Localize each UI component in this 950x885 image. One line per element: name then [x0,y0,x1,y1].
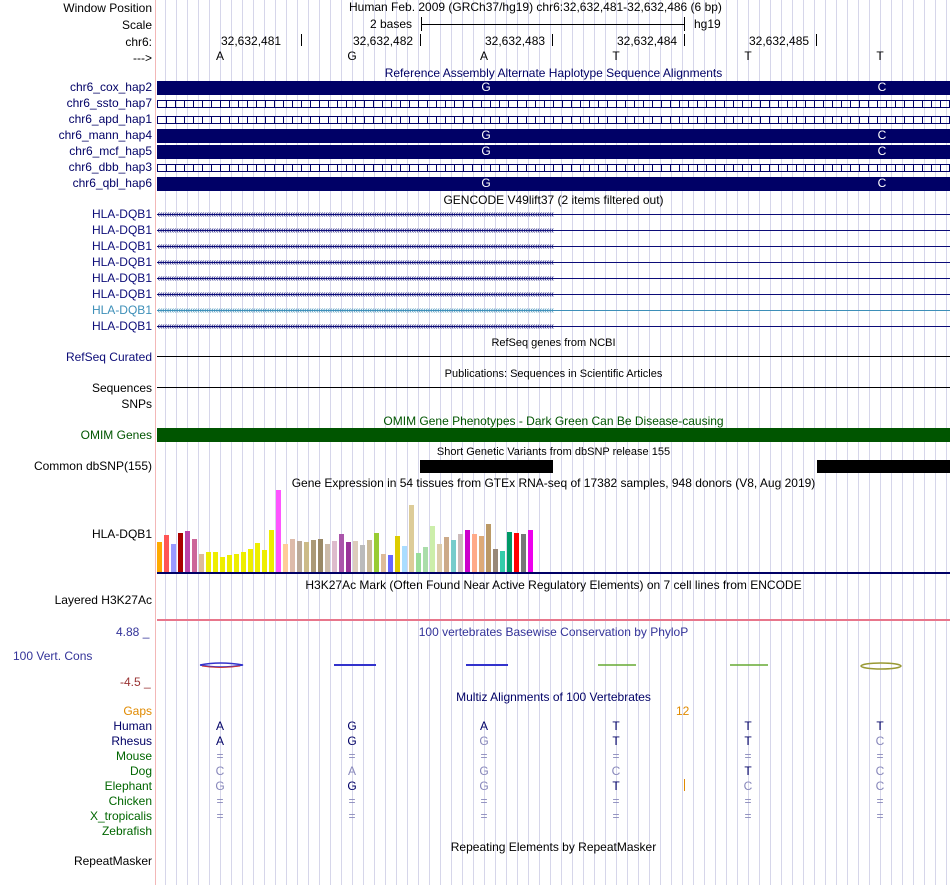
gtex-bar[interactable] [227,555,232,572]
alt-hap-label[interactable]: chr6_cox_hap2 [69,80,152,94]
phylop-marks [200,663,901,669]
alignment-base: C [875,734,885,748]
gencode-strand-arrows: ‹‹‹‹‹‹‹‹‹‹‹‹‹‹‹‹‹‹‹‹‹‹‹‹‹‹‹‹‹‹‹‹‹‹‹‹‹‹‹‹‹‹‹‹‹‹‹‹‹‹‹‹‹‹‹‹‹‹‹‹‹‹‹‹‹‹‹‹‹‹‹‹‹‹‹‹‹‹‹‹‹‹‹‹‹‹‹‹‹‹‹‹‹‹‹‹‹‹‹‹‹‹‹‹‹‹‹‹‹‹‹‹‹‹‹‹‹‹‹‹‹‹‹‹‹‹‹‹‹‹‹‹‹‹‹‹‹‹‹‹‹‹‹‹‹‹‹‹‹‹‹‹‹‹‹‹‹‹‹‹‹‹‹‹‹‹‹‹‹‹ [157,323,554,330]
scale-bar-right-tick [684,17,685,31]
gtex-bar[interactable] [472,534,477,572]
phylop-label[interactable]: 100 Vert. Cons [13,649,93,663]
dbsnp-label[interactable]: Common dbSNP(155) [33,459,152,473]
gencode-gene-label[interactable]: HLA-DQB1 [91,287,152,301]
ruler-base: A [215,49,224,63]
ruler-tick [816,34,817,46]
alignment-base: T [612,734,620,748]
gtex-bar[interactable] [486,524,491,572]
alignment-base: A [215,734,224,748]
alignment-base: A [479,719,488,733]
gencode-strand-arrows: ‹‹‹‹‹‹‹‹‹‹‹‹‹‹‹‹‹‹‹‹‹‹‹‹‹‹‹‹‹‹‹‹‹‹‹‹‹‹‹‹‹‹‹‹‹‹‹‹‹‹‹‹‹‹‹‹‹‹‹‹‹‹‹‹‹‹‹‹‹‹‹‹‹‹‹‹‹‹‹‹‹‹‹‹‹‹‹‹‹‹‹‹‹‹‹‹‹‹‹‹‹‹‹‹‹‹‹‹‹‹‹‹‹‹‹‹‹‹‹‹‹‹‹‹‹‹‹‹‹‹‹‹‹‹‹‹‹‹‹‹‹‹‹‹‹‹‹‹‹‹‹‹‹‹‹‹‹‹‹‹‹‹‹‹‹‹‹‹‹‹ [157,243,554,250]
scale-bar-left-tick [421,17,422,31]
strand-label[interactable]: ---> [133,51,152,65]
alignment-base: = [348,809,356,823]
alignment-base: = [480,794,488,808]
gtex-bar[interactable] [290,539,295,572]
alignment-base: G [347,719,357,733]
ruler-coordinate: 32,632,482 [353,34,414,48]
alt-hap-label[interactable]: chr6_ssto_hap7 [66,96,152,110]
gtex-bar[interactable] [528,530,533,572]
alignment-base: A [347,764,356,778]
alignment-base: T [876,719,884,733]
gtex-bar[interactable] [381,554,386,572]
phylop-min: -4.5 _ [120,675,151,689]
alignment-base: = [480,809,488,823]
alignment-base: C [875,764,885,778]
alignment-base: T [744,734,752,748]
species-label[interactable]: Chicken [108,794,152,808]
gtex-bar[interactable] [423,547,428,572]
window-position-label[interactable]: Window Position [63,1,152,15]
omim-title[interactable]: OMIM Gene Phenotypes - Dark Green Can Be Disease-causing [383,414,724,428]
ruler-tick [684,34,685,46]
gtex-bar[interactable] [283,544,288,572]
elephant-gap-mark [684,779,685,791]
alignment-base: = [744,794,752,808]
gencode-gene-label[interactable]: HLA-DQB1 [91,207,152,221]
gtex-bar[interactable] [500,551,505,572]
alt-hap-block[interactable] [157,129,950,143]
alignment-base: = [480,749,488,763]
gtex-bar[interactable] [248,549,253,572]
alt-hap-diff: C [877,80,887,94]
alignment-base: T [744,719,752,733]
gtex-bar[interactable] [241,552,246,572]
gtex-bar[interactable] [262,550,267,572]
position-text[interactable]: Human Feb. 2009 (GRCh37/hg19) chr6:32,632,481-32,632,486 (6 bp) [349,0,722,14]
alt-hap-diff: G [481,80,491,94]
repeatmasker-title[interactable]: Repeating Elements by RepeatMasker [450,840,657,854]
alignment-base: G [215,779,225,793]
dbsnp-title[interactable]: Short Genetic Variants from dbSNP release 155 [436,446,671,458]
alignment-base: G [479,734,489,748]
alt-hap-block[interactable] [157,145,950,159]
ruler-base: A [479,49,488,63]
phylop-title[interactable]: 100 vertebrates Basewise Conservation by PhyloP [418,625,689,639]
h3k27ac-signal [157,619,950,621]
gtex-bar[interactable] [157,542,162,572]
scale-text: 2 bases [370,17,413,31]
gtex-bar[interactable] [493,549,498,572]
alignment-base: = [876,809,884,823]
gtex-bar[interactable] [444,537,449,572]
alignment-base: C [611,764,621,778]
ruler-base: G [347,49,357,63]
gencode-gene-label[interactable]: HLA-DQB1 [91,239,152,253]
alignment-base: = [876,749,884,763]
alignment-base: = [876,794,884,808]
sequences-label[interactable]: Sequences [91,381,152,395]
alt-hap-label[interactable]: chr6_mann_hap4 [58,128,152,142]
gtex-bar[interactable] [514,533,519,572]
gap-count: 12 [676,704,690,718]
gtex-bar[interactable] [360,545,365,572]
alignment-base: G [479,764,489,778]
species-label[interactable]: X_tropicalis [89,809,152,823]
gtex-bar[interactable] [465,530,470,572]
gtex-bar[interactable] [297,541,302,572]
alt-hap-gap-line[interactable] [157,164,950,172]
alt-hap-block[interactable] [157,81,950,95]
gtex-bar[interactable] [388,555,393,572]
repeatmasker-label[interactable]: RepeatMasker [73,854,152,868]
chrom-label[interactable]: chr6: [125,35,152,49]
gtex-bar[interactable] [367,540,372,572]
multiz-title[interactable]: Multiz Alignments of 100 Vertebrates [456,690,651,704]
alt-hap-gap-line[interactable] [157,100,950,108]
refseq-label[interactable]: RefSeq Curated [65,350,152,364]
alt-hap-label[interactable]: chr6_apd_hap1 [68,112,152,126]
alt-hap-diff: G [481,144,491,158]
gtex-bar[interactable] [178,533,183,572]
gtex-bar[interactable] [339,534,344,572]
gtex-label[interactable]: HLA-DQB1 [91,527,152,541]
gtex-bar[interactable] [451,540,456,572]
species-label[interactable]: Zebrafish [101,824,152,838]
h3k27ac-title[interactable]: H3K27Ac Mark (Often Found Near Active Regulatory Elements) on 7 cell lines from ENCODE [305,578,802,592]
gtex-bar[interactable] [374,533,379,572]
species-label[interactable]: Human [113,719,152,733]
ruler-tick [301,34,302,46]
gtex-bar[interactable] [458,534,463,572]
species-label[interactable]: Dog [129,764,152,778]
left-border [155,0,156,885]
gencode-title[interactable]: GENCODE V49lift37 (2 items filtered out) [443,193,664,207]
gtex-bar[interactable] [395,536,400,572]
gtex-bar[interactable] [325,544,330,572]
phylop-max: 4.88 _ [116,625,150,639]
gtex-bar[interactable] [332,541,337,572]
refseq-line [157,356,950,357]
omim-label[interactable]: OMIM Genes [80,428,152,442]
alt-hap-diff: C [877,128,887,142]
alignment-base: = [216,794,224,808]
alignment-base: = [612,809,620,823]
publications-title[interactable]: Publications: Sequences in Scientific Articles [444,368,663,380]
alt-hap-diff: C [877,144,887,158]
gencode-gene-label[interactable]: HLA-DQB1 [91,255,152,269]
alignment-base: C [743,779,753,793]
alignment-base: A [215,719,224,733]
gtex-bar[interactable] [220,557,225,572]
gencode-gene-label[interactable]: HLA-DQB1 [91,303,152,317]
gtex-bar[interactable] [402,546,407,572]
alt-hap-diff: G [481,176,491,190]
gtex-bar[interactable] [353,541,358,572]
gtex-bar[interactable] [199,554,204,572]
alt-hap-title[interactable]: Reference Assembly Alternate Haplotype Sequence Alignments [384,66,723,80]
alt-hap-label[interactable]: chr6_qbl_hap6 [72,176,152,190]
alignment-base: T [612,779,620,793]
alt-hap-diff: C [877,176,887,190]
alignment-base: = [744,749,752,763]
gtex-bar[interactable] [416,553,421,572]
alignment-base: = [348,749,356,763]
species-label[interactable]: Rhesus [111,734,152,748]
ruler-base: T [612,49,620,63]
assembly-text: hg19 [694,17,721,31]
gencode-strand-arrows: ‹‹‹‹‹‹‹‹‹‹‹‹‹‹‹‹‹‹‹‹‹‹‹‹‹‹‹‹‹‹‹‹‹‹‹‹‹‹‹‹‹‹‹‹‹‹‹‹‹‹‹‹‹‹‹‹‹‹‹‹‹‹‹‹‹‹‹‹‹‹‹‹‹‹‹‹‹‹‹‹‹‹‹‹‹‹‹‹‹‹‹‹‹‹‹‹‹‹‹‹‹‹‹‹‹‹‹‹‹‹‹‹‹‹‹‹‹‹‹‹‹‹‹‹‹‹‹‹‹‹‹‹‹‹‹‹‹‹‹‹‹‹‹‹‹‹‹‹‹‹‹‹‹‹‹‹‹‹‹‹‹‹‹‹‹‹‹‹‹‹ [157,259,554,266]
gaps-label[interactable]: Gaps [123,704,152,718]
species-label[interactable]: Elephant [104,779,152,793]
ruler-coordinate: 32,632,484 [617,34,678,48]
alignment-base: G [347,779,357,793]
alignment-base: = [348,794,356,808]
gtex-bar[interactable] [521,534,526,572]
gtex-baseline [157,572,950,574]
alignment-base: = [216,749,224,763]
gencode-gene-label[interactable]: HLA-DQB1 [91,271,152,285]
refseq-title[interactable]: RefSeq genes from NCBI [491,337,616,349]
gtex-bar[interactable] [346,542,351,572]
scale-label[interactable]: Scale [121,18,152,32]
snps-label[interactable]: SNPs [121,397,152,411]
gtex-bar[interactable] [269,530,274,572]
gtex-bar[interactable] [430,526,435,572]
gtex-bar[interactable] [234,554,239,572]
gtex-bar[interactable] [304,542,309,572]
alt-hap-block[interactable] [157,177,950,191]
ruler-coordinate: 32,632,485 [749,34,810,48]
ruler-base: T [876,49,884,63]
alignment-base: G [347,734,357,748]
gencode-strand-arrows: ‹‹‹‹‹‹‹‹‹‹‹‹‹‹‹‹‹‹‹‹‹‹‹‹‹‹‹‹‹‹‹‹‹‹‹‹‹‹‹‹‹‹‹‹‹‹‹‹‹‹‹‹‹‹‹‹‹‹‹‹‹‹‹‹‹‹‹‹‹‹‹‹‹‹‹‹‹‹‹‹‹‹‹‹‹‹‹‹‹‹‹‹‹‹‹‹‹‹‹‹‹‹‹‹‹‹‹‹‹‹‹‹‹‹‹‹‹‹‹‹‹‹‹‹‹‹‹‹‹‹‹‹‹‹‹‹‹‹‹‹‹‹‹‹‹‹‹‹‹‹‹‹‹‹‹‹‹‹‹‹‹‹‹‹‹‹‹‹‹‹ [157,211,554,218]
gtex-bar[interactable] [206,552,211,572]
ruler-tick [420,34,421,46]
alt-hap-label[interactable]: chr6_mcf_hap5 [69,144,152,158]
gencode-gene-label[interactable]: HLA-DQB1 [91,223,152,237]
ruler-coordinate: 32,632,481 [221,34,282,48]
alt-hap-gap-line[interactable] [157,116,950,124]
dbsnp-variant-2[interactable] [817,460,950,473]
gtex-bar[interactable] [437,544,442,572]
gencode-strand-arrows: ‹‹‹‹‹‹‹‹‹‹‹‹‹‹‹‹‹‹‹‹‹‹‹‹‹‹‹‹‹‹‹‹‹‹‹‹‹‹‹‹‹‹‹‹‹‹‹‹‹‹‹‹‹‹‹‹‹‹‹‹‹‹‹‹‹‹‹‹‹‹‹‹‹‹‹‹‹‹‹‹‹‹‹‹‹‹‹‹‹‹‹‹‹‹‹‹‹‹‹‹‹‹‹‹‹‹‹‹‹‹‹‹‹‹‹‹‹‹‹‹‹‹‹‹‹‹‹‹‹‹‹‹‹‹‹‹‹‹‹‹‹‹‹‹‹‹‹‹‹‹‹‹‹‹‹‹‹‹‹‹‹‹‹‹‹‹‹‹‹‹ [157,275,554,282]
gtex-bar[interactable] [318,539,323,572]
gtex-bar[interactable] [409,505,414,572]
gtex-bar[interactable] [479,536,484,572]
phylop-graph[interactable] [0,655,950,675]
gtex-bar[interactable] [213,552,218,572]
alignment-base: G [479,779,489,793]
alignment-base: = [612,749,620,763]
alignment-base: = [612,794,620,808]
gtex-bar[interactable] [164,535,169,572]
alignment-base: T [744,764,752,778]
ruler-coordinate: 32,632,483 [485,34,546,48]
gtex-bar[interactable] [311,540,316,572]
gtex-bar[interactable] [276,490,281,572]
h3k27ac-label[interactable]: Layered H3K27Ac [54,593,152,607]
gtex-bar[interactable] [507,532,512,572]
alignment-base: = [744,809,752,823]
gtex-title[interactable]: Gene Expression in 54 tissues from GTEx RNA-seq of 17382 samples, 948 donors (V8, Aug 2019) [291,476,816,490]
gencode-gene-label[interactable]: HLA-DQB1 [91,319,152,333]
alignment-base: T [612,719,620,733]
species-label[interactable]: Mouse [115,749,152,763]
alignment-base: C [875,779,885,793]
gtex-bar[interactable] [255,543,260,572]
gtex-bar[interactable] [192,539,197,572]
alt-hap-label[interactable]: chr6_dbb_hap3 [68,160,152,174]
gtex-bar[interactable] [171,544,176,572]
gencode-strand-arrows: ‹‹‹‹‹‹‹‹‹‹‹‹‹‹‹‹‹‹‹‹‹‹‹‹‹‹‹‹‹‹‹‹‹‹‹‹‹‹‹‹‹‹‹‹‹‹‹‹‹‹‹‹‹‹‹‹‹‹‹‹‹‹‹‹‹‹‹‹‹‹‹‹‹‹‹‹‹‹‹‹‹‹‹‹‹‹‹‹‹‹‹‹‹‹‹‹‹‹‹‹‹‹‹‹‹‹‹‹‹‹‹‹‹‹‹‹‹‹‹‹‹‹‹‹‹‹‹‹‹‹‹‹‹‹‹‹‹‹‹‹‹‹‹‹‹‹‹‹‹‹‹‹‹‹‹‹‹‹‹‹‹‹‹‹‹‹‹‹‹‹ [157,227,554,234]
ruler-tick [552,34,553,46]
alt-hap-diff: G [481,128,491,142]
alignment-base: = [216,809,224,823]
dbsnp-variant-1[interactable] [420,460,553,473]
ruler-base: T [744,49,752,63]
gencode-strand-arrows: ‹‹‹‹‹‹‹‹‹‹‹‹‹‹‹‹‹‹‹‹‹‹‹‹‹‹‹‹‹‹‹‹‹‹‹‹‹‹‹‹‹‹‹‹‹‹‹‹‹‹‹‹‹‹‹‹‹‹‹‹‹‹‹‹‹‹‹‹‹‹‹‹‹‹‹‹‹‹‹‹‹‹‹‹‹‹‹‹‹‹‹‹‹‹‹‹‹‹‹‹‹‹‹‹‹‹‹‹‹‹‹‹‹‹‹‹‹‹‹‹‹‹‹‹‹‹‹‹‹‹‹‹‹‹‹‹‹‹‹‹‹‹‹‹‹‹‹‹‹‹‹‹‹‹‹‹‹‹‹‹‹‹‹‹‹‹‹‹‹‹ [157,291,554,298]
alignment-base: C [215,764,225,778]
omim-bar[interactable] [157,428,950,442]
gencode-strand-arrows: ‹‹‹‹‹‹‹‹‹‹‹‹‹‹‹‹‹‹‹‹‹‹‹‹‹‹‹‹‹‹‹‹‹‹‹‹‹‹‹‹‹‹‹‹‹‹‹‹‹‹‹‹‹‹‹‹‹‹‹‹‹‹‹‹‹‹‹‹‹‹‹‹‹‹‹‹‹‹‹‹‹‹‹‹‹‹‹‹‹‹‹‹‹‹‹‹‹‹‹‹‹‹‹‹‹‹‹‹‹‹‹‹‹‹‹‹‹‹‹‹‹‹‹‹‹‹‹‹‹‹‹‹‹‹‹‹‹‹‹‹‹‹‹‹‹‹‹‹‹‹‹‹‹‹‹‹‹‹‹‹‹‹‹‹‹‹‹‹‹‹ [157,307,554,314]
scale-bar [421,24,684,25]
gtex-bar[interactable] [185,531,190,572]
publications-line [157,387,950,388]
